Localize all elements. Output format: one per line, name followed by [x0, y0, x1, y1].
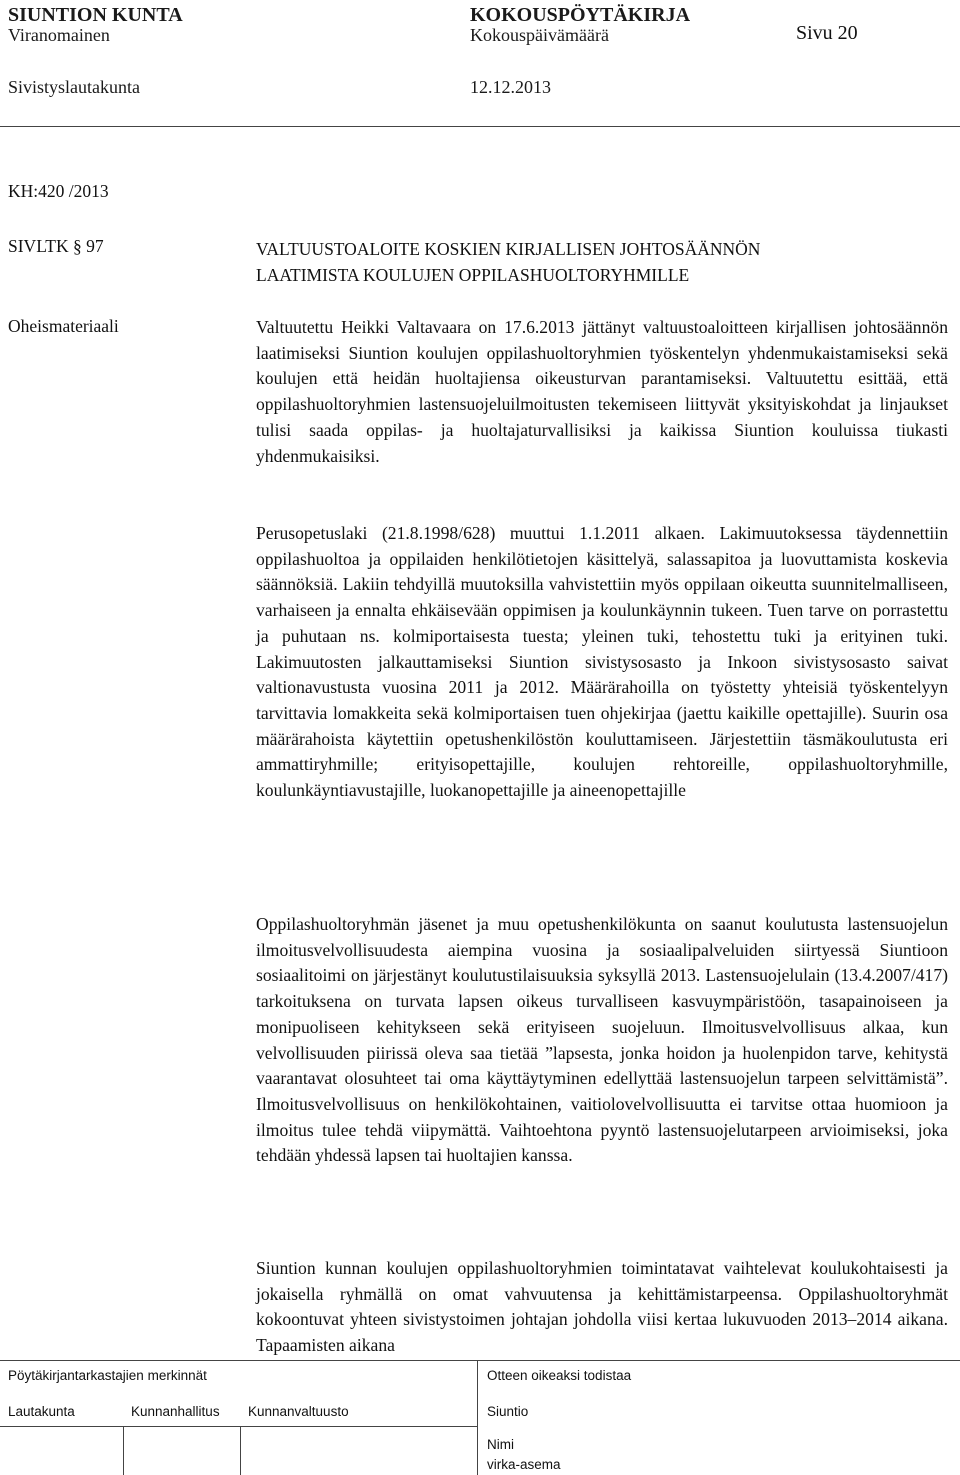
- case-subject: [256, 236, 948, 288]
- footer-name-label: Nimi: [487, 1437, 514, 1452]
- page-footer: [0, 1360, 960, 1475]
- footer-col-divider-2: [240, 1426, 241, 1475]
- paragraph-group-practices: Siuntion kunnan koulujen oppilashuoltoryhmien toimintatavat vaihtelevat koulukohtaisesti ja jokaisella ryhmällä on omat vahvuutensa ja kehittämistarpeensa. Oppilashuoltoryhmät kokoontuvat yhteen sivistystoimen johtajan johdolla viisi kertaa lukuvuoden 2013–2014 aikana. Tapaamisten aikana: [256, 1258, 948, 1356]
- footer-place: Siuntio: [487, 1404, 529, 1419]
- certified-label: Otteen oikeaksi todistaa: [487, 1368, 632, 1383]
- footer-col-municipal-council: Kunnanvaltuusto: [248, 1404, 349, 1419]
- paragraph-child-protection: Oppilashuoltoryhmän jäsenet ja muu opetushenkilökunta on saanut koulutusta lastensuojelun ilmoitusvelvollisuudesta aiempina vuosina ja sosiaalipalveluiden siirtyessä Siuntioon sosiaalitoimi on järjestänyt koulutustilaisuuksia syksyllä 2013. Lastensuojelulain (13.4.2007/417) tarkoituksena on turvata lapsen oikeus turvalliseen kasvuympäristöön, tasapainoiseen ja monipuoliseen kehitykseen sekä erityiseen suojeluun. Ilmoitusvelvollisuus alkaa, kun velvollisuuden piirissä oleva saa tietää ”lapsesta, jonka hoidon ja huolenpidon tarve, kehitystä vaarantavat olosuhteet tai oma käyttäytyminen edellyttää lastensuojelun tarpeen selvittämistä”. Ilmoitusvelvollisuus on henkilökohtainen, vaitiolovelvollisuutta ei tarvitse ottaa huomioon ja ilmoitus tulee tehdä viipymättä. Vaihtoehtona pyyntö lastensuojelutarpeen arvioimiseksi, joka tehdään yhdessä lapsen tai huoltajien kanssa.: [256, 914, 948, 1166]
- paragraph-law-change: Perusopetuslaki (21.8.1998/628) muuttui 1.1.2011 alkaen. Lakimuutoksessa täydennettiin oppilashuoltoa ja oppilaiden henkilötietojen käsittelyä, salassapitoa ja luovuttamista koskevia säännöksiä. Lakiin tehdyillä muutoksilla vahvistettiin myös oppilaan oikeutta suunnitelmalliseen, varhaiseen ja ennalta ehkäisevään oppimisen ja koulunkäynnin tukeen. Tuen tarve on porrastettu ja puhutaan ns. kolmiportaisesta tuesta; yleinen tuki, tehostettu tuki ja erityinen tuki. Lakimuutosten jalkauttamiseksi Siuntion sivistysosasto ja Inkoon sivistysosasto saivat valtionavustusta vuosina 2011 ja 2012. Määrärahoilla on työstetty yhteisiä työskentelyyn tarvittavia lomakkeita sekä kolmiportaisen tuen ohjekirjaa (jaettu kaikille opettajille). Suurin osa määrärahoista käytettiin opetushenkilöstön kouluttamiseen. Järjestettiin täsmäkoulutusta eri ammattiryhmille; erityisopettajille, koulujen rehtoreille, oppilashuoltoryhmille, koulunkäyntiavustajille, luokanopettajille ja aineenopettajille: [256, 523, 948, 801]
- kh-reference: KH:420 /2013: [8, 181, 109, 201]
- attachment-label: Oheismateriaali: [8, 316, 119, 336]
- footer-col-divider-1: [123, 1426, 124, 1475]
- committee-reference: SIVLTK § 97: [8, 236, 104, 256]
- footer-col-municipal-board: Kunnanhallitus: [131, 1404, 220, 1419]
- subject-line-1: VALTUUSTOALOITE KOSKIEN KIRJALLISEN JOHTOSÄÄNNÖN: [256, 239, 761, 259]
- org-name: SIUNTION KUNTA: [8, 4, 183, 26]
- document-type: KOKOUSPÖYTÄKIRJA: [470, 4, 691, 26]
- footer-divider: [0, 1360, 960, 1361]
- authority-label: Viranomainen: [8, 25, 110, 45]
- footer-center-divider: [477, 1360, 478, 1475]
- header-divider: [0, 126, 960, 127]
- footer-title-label: virka-asema: [487, 1457, 561, 1472]
- subject-line-2: LAATIMISTA KOULUJEN OPPILASHUOLTORYHMILLE: [256, 265, 690, 285]
- date-label: Kokouspäivämäärä: [470, 25, 609, 45]
- footer-column-rule: [0, 1426, 477, 1427]
- footer-col-council-committee: Lautakunta: [8, 1404, 75, 1419]
- authority-name: Sivistyslautakunta: [8, 77, 140, 97]
- paragraph-initiative: Valtuutettu Heikki Valtavaara on 17.6.2013 jättänyt valtuustoaloitteen kirjallisen johtosäännön laatimiseksi Siuntion koulujen oppilashuoltoryhmien työskentelyn yhdenmukaistamiseksi sekä koulujen että heidän huoltajiensa oikeusturvan parantamiseksi. Valtuutettu esittää, että oppilashuoltoryhmien lastensuojeluilmoitusten tekemiseen liittyvät yksityiskohdat ja linjaukset tulisi saada oppilas- ja huoltajaturvallisiksi ja kaikissa Siuntion kouluissa tiukasti yhdenmukaisiksi.: [256, 317, 948, 466]
- page-number: Sivu 20: [796, 22, 858, 44]
- reviewers-label: Pöytäkirjantarkastajien merkinnät: [8, 1368, 207, 1383]
- meeting-date: 12.12.2013: [470, 77, 551, 97]
